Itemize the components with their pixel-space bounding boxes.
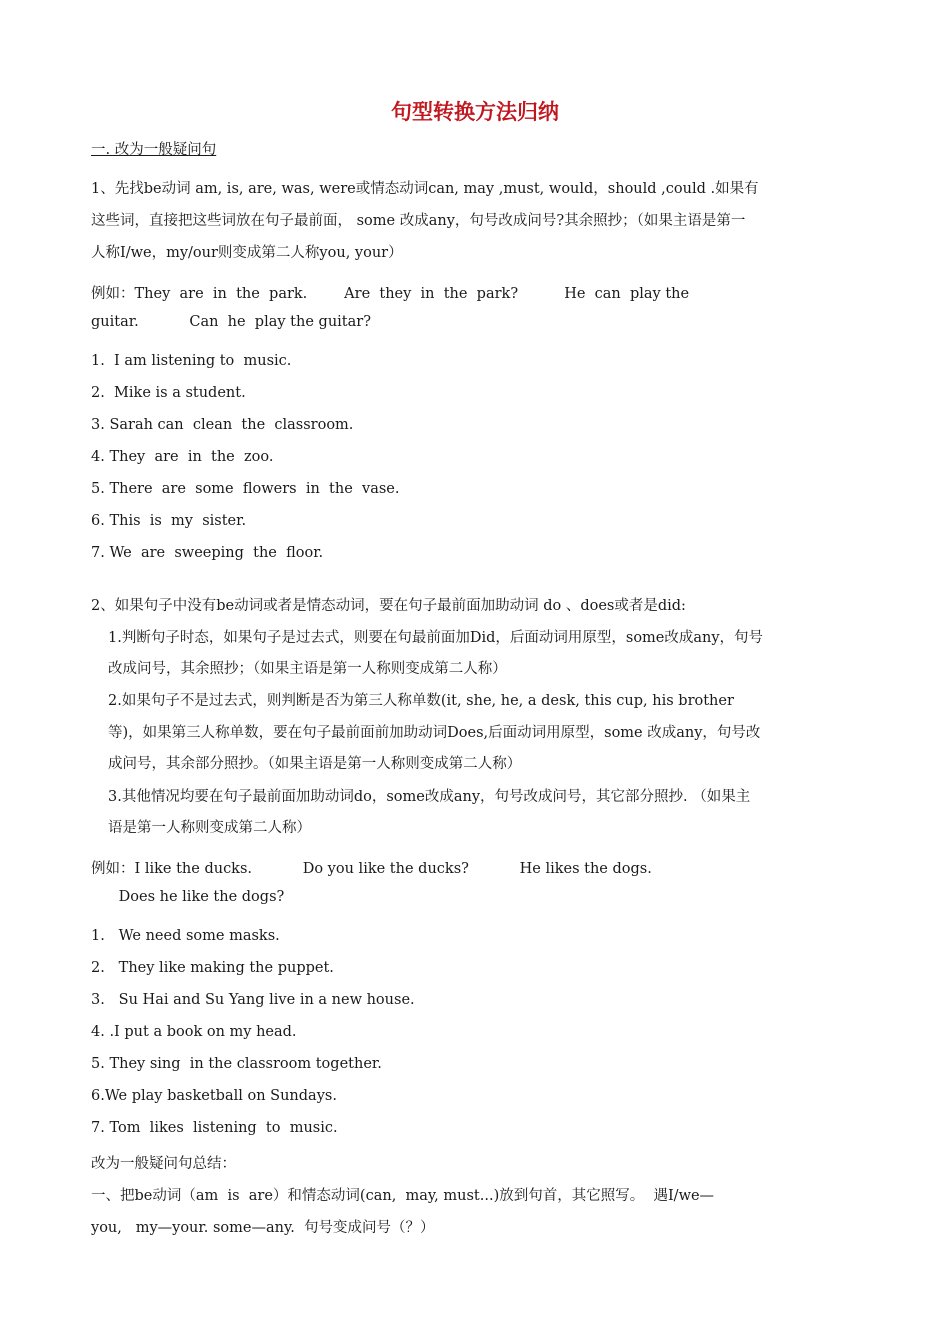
rule2-sub-line-6: 3.其他情况均要在句子最前面加助动词do，some改成any，句号改成问号，其它部分照抄. （如果主 — [108, 789, 751, 805]
page-title: 句型转换方法归纳 — [391, 100, 559, 124]
exercise1-item-2: 2. Mike is a student. — [91, 385, 246, 401]
exercise2-item-1: 1. We need some masks. — [91, 928, 280, 944]
rule2-sub-line-7: 语是第一人称则变成第二人称） — [108, 820, 311, 836]
example2-line-1: 例如：I like the ducks. Do you like the ducks? He likes the dogs. — [91, 861, 652, 877]
exercise1-item-3: 3. Sarah can clean the classroom. — [91, 417, 354, 433]
section-heading: 一. 改为一般疑问句 — [91, 142, 217, 158]
summary-heading: 改为一般疑问句总结： — [91, 1156, 236, 1172]
exercise2-item-2: 2. They like making the puppet. — [91, 960, 334, 976]
rule2-sub-line-3: 2.如果句子不是过去式，则判断是否为第三人称单数(it, she, he, a desk, this cup, his brother — [108, 693, 734, 709]
rule2-heading: 2、如果句子中没有be动词或者是情态动词，要在句子最前面加助动词 do 、does或者是did: — [91, 598, 686, 614]
exercise1-item-5: 5. There are some flowers in the vase. — [91, 481, 400, 497]
example1-line-2: guitar. Can he play the guitar? — [91, 314, 371, 330]
exercise1-item-7: 7. We are sweeping the floor. — [91, 545, 324, 561]
exercise1-item-6: 6. This is my sister. — [91, 513, 247, 529]
summary-line-1: 一、把be动词（am is are）和情态动词(can, may, must...)放到句首，其它照写。 遇I/we— — [91, 1188, 715, 1204]
rule1-line-3: 人称I/we，my/our则变成第二人称you, your） — [91, 245, 403, 261]
summary-line-2: you, my—your. some—any. 句号变成问号（？） — [91, 1220, 435, 1236]
rule2-sub-line-4: 等)，如果第三人称单数，要在句子最前面前加助动词Does,后面动词用原型，some 改成any，句号改 — [108, 725, 761, 741]
exercise1-item-4: 4. They are in the zoo. — [91, 449, 274, 465]
exercise2-item-7: 7. Tom likes listening to music. — [91, 1120, 338, 1136]
rule2-sub-line-5: 成问号，其余部分照抄。（如果主语是第一人称则变成第二人称） — [108, 756, 522, 772]
rule1-line-2: 这些词，直接把这些词放在句子最前面， some 改成any，句号改成问号?其余照抄；（如果主语是第一 — [91, 213, 746, 229]
exercise2-item-6: 6.We play basketball on Sundays. — [91, 1088, 337, 1104]
exercise2-item-4: 4. .I put a book on my head. — [91, 1024, 297, 1040]
example1-line-1: 例如：They are in the park. Are they in the park? He can play the — [91, 286, 690, 302]
exercise2-item-3: 3. Su Hai and Su Yang live in a new house. — [91, 992, 415, 1008]
exercise1-item-1: 1. I am listening to music. — [91, 353, 292, 369]
rule2-sub-line-1: 1.判断句子时态，如果句子是过去式，则要在句最前面加Did，后面动词用原型，some改成any，句号 — [108, 630, 764, 646]
rule1-line-1: 1、先找be动词 am, is, are, was, were或情态动词can, may ,must, would，should ,could .如果有 — [91, 181, 759, 197]
rule2-sub-line-2: 改成问号，其余照抄；（如果主语是第一人称则变成第二人称） — [108, 661, 507, 677]
example2-line-2: Does he like the dogs? — [91, 889, 285, 905]
exercise2-item-5: 5. They sing in the classroom together. — [91, 1056, 382, 1072]
